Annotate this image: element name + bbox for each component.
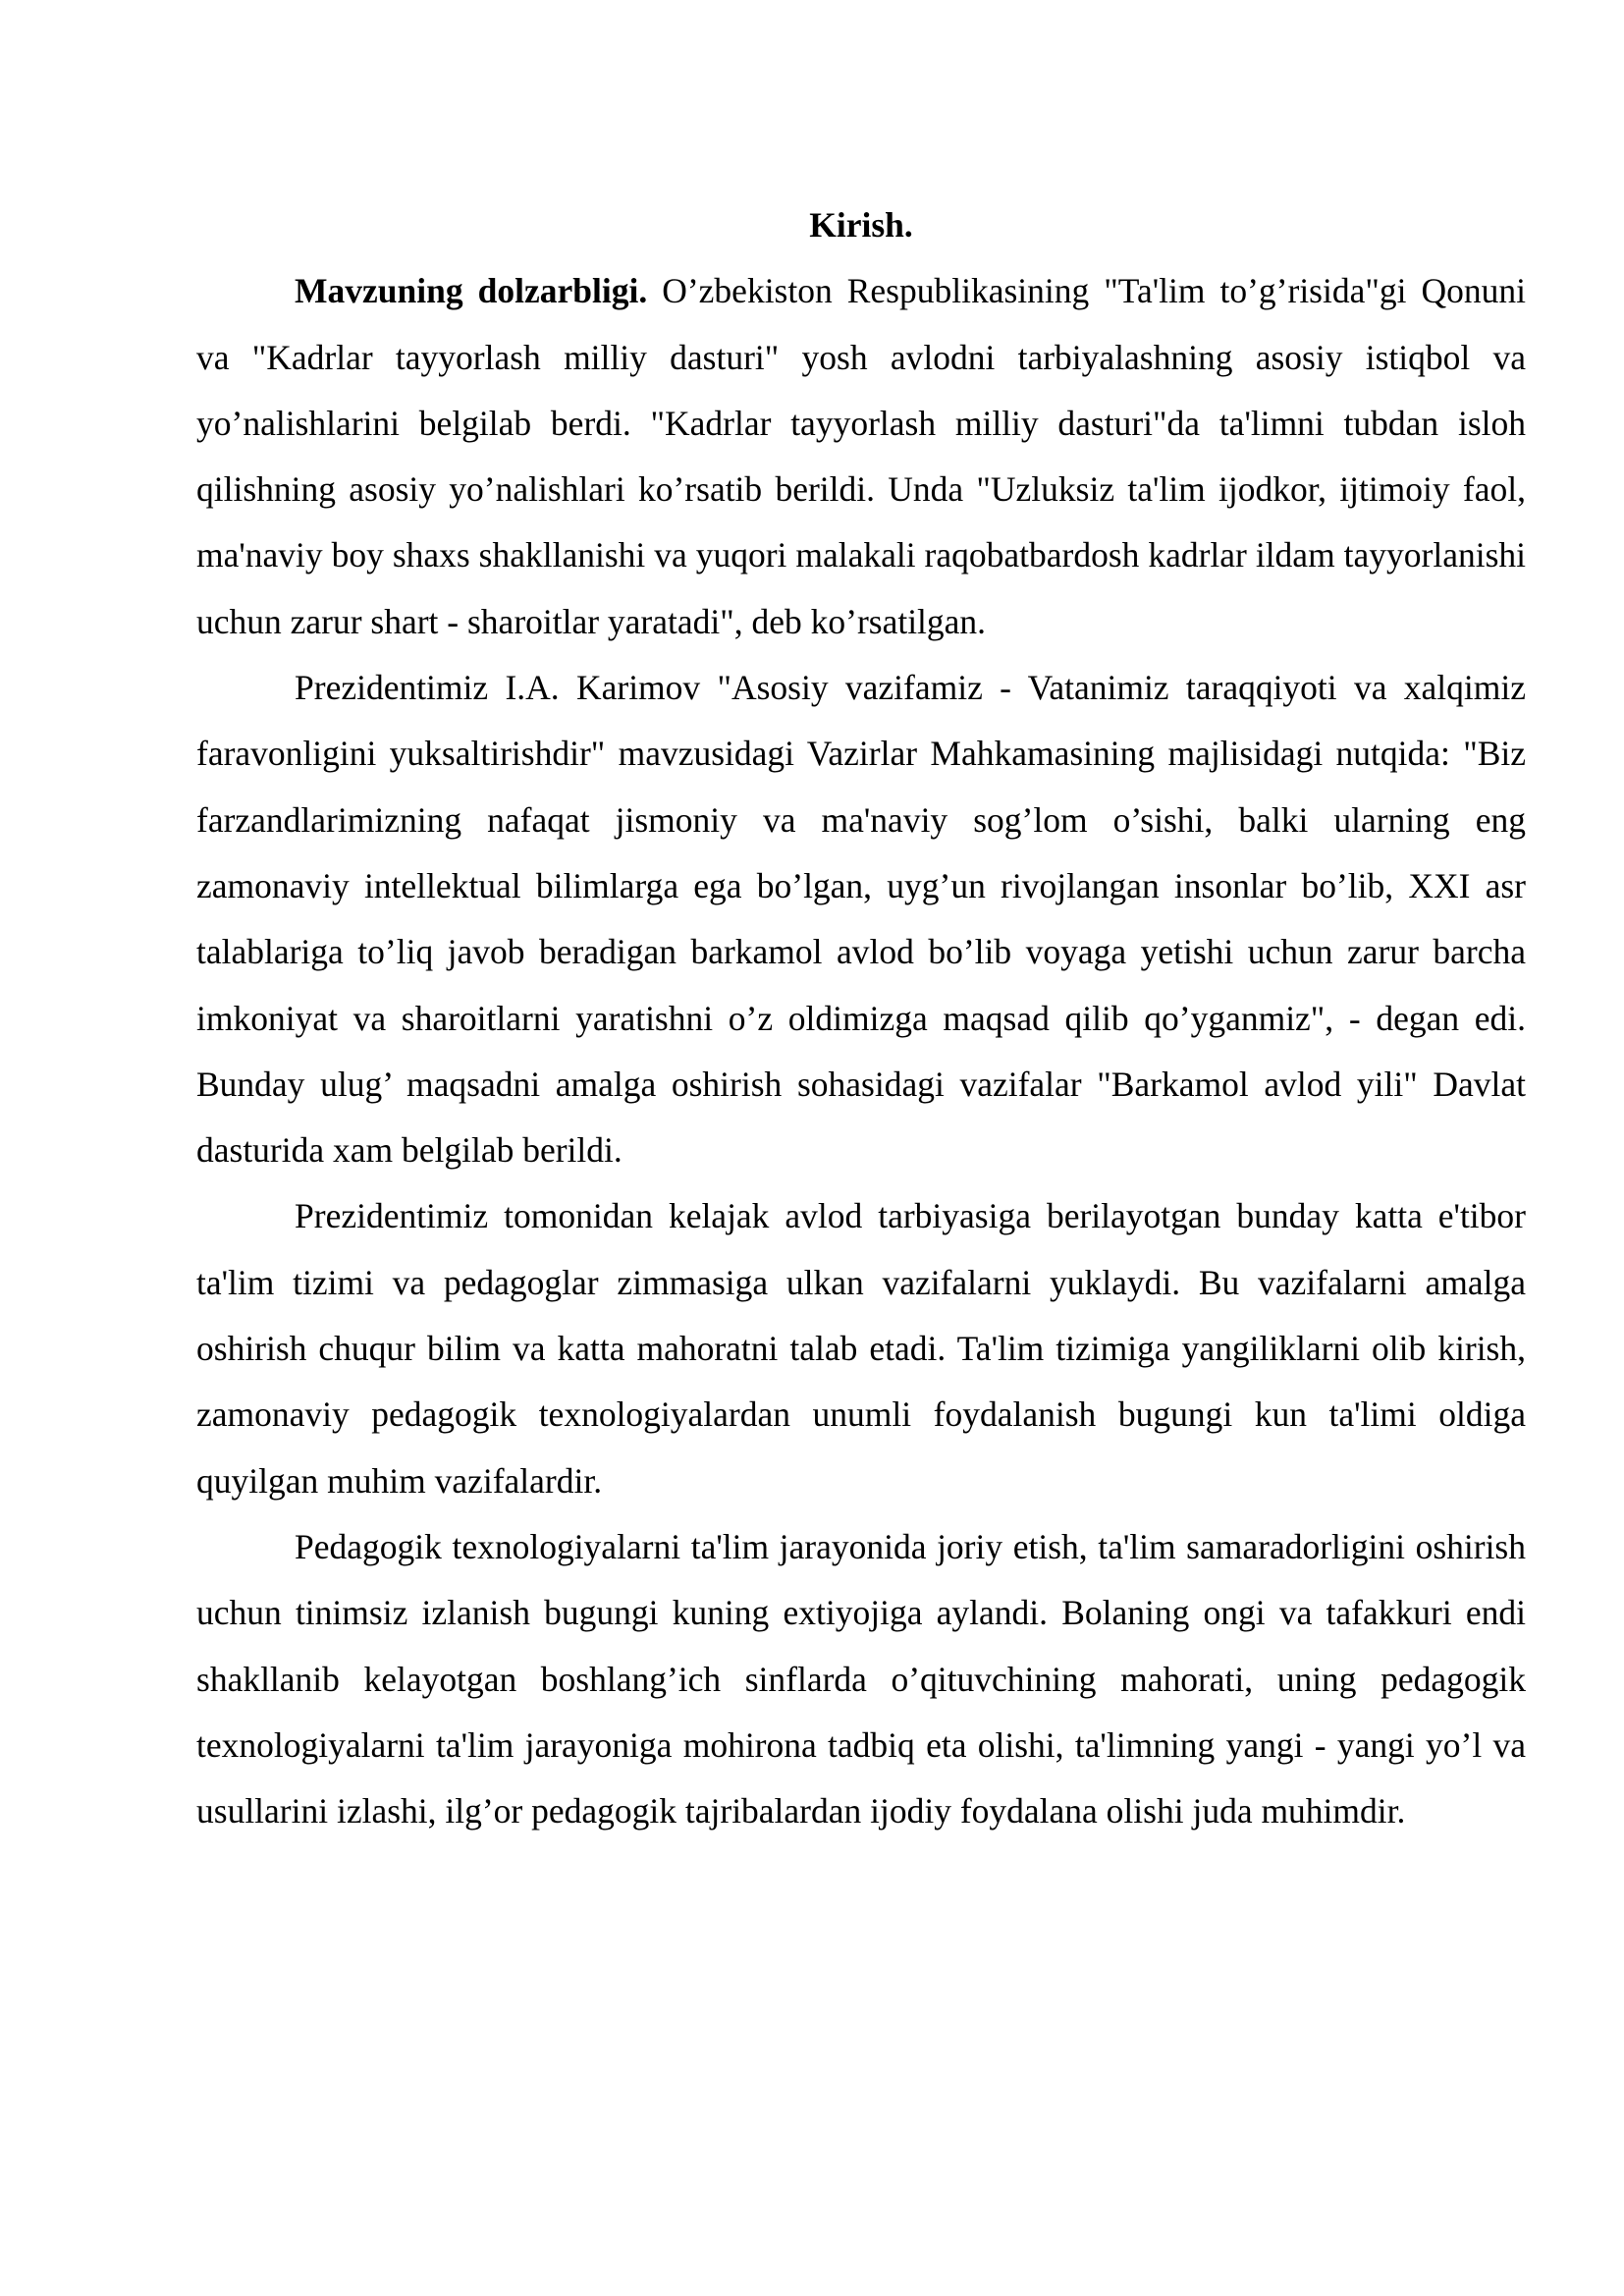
paragraph-education-tasks bbox=[196, 1183, 1526, 1513]
paragraph-pedagogical-technologies bbox=[196, 1514, 1526, 1844]
paragraph-text: Prezidentimiz tomonidan kelajak avlod tarbiyasiga berilayotgan bunday katta e'tibor ta'lim tizimi va pedagoglar zimmasiga ulkan vazifalarni yuklaydi. Bu vazifalarni amalga oshirish chuqur bilim va katta mahoratni talab etadi. Ta'lim tizimiga yangiliklarni olib kirish, zamonaviy pedagogik texnologiyalardan unumli foydalanish bugungi kun ta'limi oldiga quyilgan muhim vazifalardir. bbox=[196, 1196, 1526, 1501]
paragraph-text: O’zbekiston Respublikasining "Ta'lim to’g’risida"gi Qonuni va "Kadrlar tayyorlash milliy dasturi" yosh avlodni tarbiyalashning asosiy istiqbol va yo’nalishlarini belgilab berdi. "Kadrlar tayyorlash milliy dasturi"da ta'limni tubdan isloh qilishning asosiy yo’nalishlari ko’rsatib berildi. Unda "Uzluksiz ta'lim ijodkor, ijtimoiy faol, ma'naviy boy shaxs shakllanishi va yuqori malakali raqobatbardosh kadrlar ildam tayyorlanishi uchun zarur shart - sharoitlar yaratadi", deb ko’rsatilgan. bbox=[196, 271, 1526, 641]
paragraph-text: Prezidentimiz I.A. Karimov "Asosiy vazifamiz - Vatanimiz taraqqiyoti va xalqimiz faravonligini yuksaltirishdir" mavzusidagi Vazirlar Mahkamasining majlisidagi nutqida: "Biz farzandlarimizning nafaqat jismoniy va ma'naviy sog’lom o’sishi, balki ularning eng zamonaviy intellektual bilimlarga ega bo’lgan, uyg’un rivojlangan insonlar bo’lib, XXI asr talablariga to’liq javob beradigan barkamol avlod bo’lib voyaga yetishi uchun zarur barcha imkoniyat va sharoitlarni yaratishni o’z oldimizga maqsad qilib qo’yganmiz", - degan edi. Bunday ulug’ maqsadni amalga oshirish sohasidagi vazifalar "Barkamol avlod yili" Davlat dasturida xam belgilab berildi. bbox=[196, 668, 1526, 1171]
paragraph-text: Pedagogik texnologiyalarni ta'lim jarayonida joriy etish, ta'lim samaradorligini oshirish uchun tinimsiz izlanish bugungi kuning extiyojiga aylandi. Bolaning ongi va tafakkuri endi shakllanib kelayotgan boshlang’ich sinflarda o’qituvchining mahorati, uning pedagogik texnologiyalarni ta'lim jarayoniga mohirona tadbiq eta olishi, ta'limning yangi - yangi yo’l va usullarini izlashi, ilg’or pedagogik tajribalardan ijodiy foydalana olishi juda muhimdir. bbox=[196, 1526, 1526, 1831]
paragraph-lead-heading: Mavzuning dolzarbligi. bbox=[295, 271, 648, 311]
paragraph-relevance bbox=[196, 258, 1526, 655]
document-title: Kirish. bbox=[809, 205, 913, 245]
paragraph-president-speech bbox=[196, 655, 1526, 1183]
document-body bbox=[196, 192, 1526, 1844]
